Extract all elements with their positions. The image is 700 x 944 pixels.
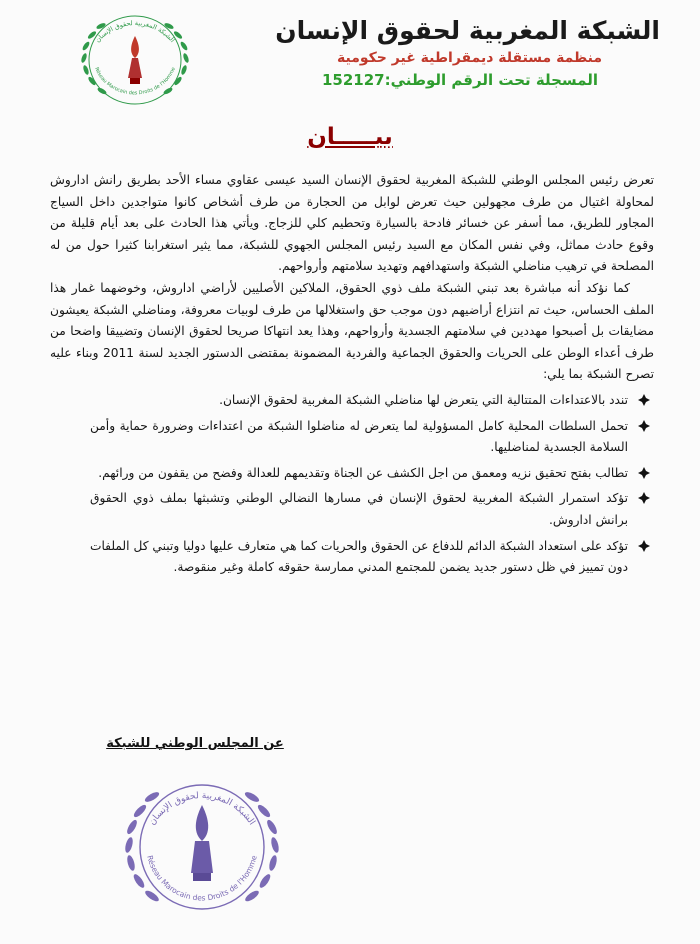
list-item xyxy=(50,488,654,531)
diamond-bullet-icon xyxy=(638,394,650,406)
statement-body xyxy=(50,170,654,583)
svg-text:الشبكة المغربية لحقوق الإنسان: الشبكة المغربية لحقوق الإنسان xyxy=(93,19,177,44)
document-title-wrapper xyxy=(0,124,700,150)
organization-tagline: منظمة مستقلة ديمقراطية غير حكومية xyxy=(337,50,602,66)
svg-text:Réseau Marocain des Droits de: Réseau Marocain des Droits de l'Homme xyxy=(145,854,259,903)
point-text: تؤكد على استعداد الشبكة الدائم للدفاع عن الحقوق والحريات كما هي متعارف عليها دوليا وتبني كل الملفات دون تمييز في ظل دستور جديد يضمن للمجتمع المدني ممارسة حقوقه كاملة وغير منقوصة. xyxy=(90,538,628,575)
diamond-bullet-icon xyxy=(638,420,650,432)
declaration-points xyxy=(50,390,654,579)
list-item xyxy=(50,536,654,579)
diamond-bullet-icon xyxy=(638,540,650,552)
list-item xyxy=(50,416,654,459)
logo-stamp-emblem xyxy=(97,755,307,935)
diamond-bullet-icon xyxy=(638,467,650,479)
logo-top-emblem xyxy=(62,8,208,108)
signature-line xyxy=(95,732,295,751)
paragraph-1: تعرض رئيس المجلس الوطني للشبكة المغربية لحقوق الإنسان السيد عيسى عقاوي مساء الأحد بطريق رانش اداروش لمحاولة اغتيال من طرف مجهولين حيث تعرض لوابل من الحجارة من طرف أشخاص كانوا متواجدين داخل السياج المجاور للطريق، مما أسفر عن خسائر فادحة بالسيارة وتحطيم كلي للزجاج. ويأتي هذا الحادث على بعد أيام قليلة من وقوع حادث مماثل، وفي نفس المكان مع السيد رئيس المجلس الجهوي للشبكة، مما يثير استغرابنا كثيرا حول من له المصلحة في ترهيب مناضلي الشبكة واستهدافهم وتهديد سلامتهم وأرواحهم. xyxy=(50,173,654,274)
signature-text: عن المجلس الوطني للشبكة xyxy=(106,736,284,751)
svg-text:Réseau Marocain des Droits de: Réseau Marocain des Droits de l'Homme xyxy=(93,66,177,97)
list-item xyxy=(50,390,654,412)
point-text: تندد بالاعتداءات المتتالية التي يتعرض لها مناضلي الشبكة المغربية لحقوق الإنسان. xyxy=(219,392,628,407)
document-title: بيـــــان xyxy=(307,124,393,150)
point-text: تحمل السلطات المحلية كامل المسؤولية لما يتعرض له مناضلوا الشبكة من اعتداءات وضرورة حماية وأمن السلامة الجسدية لمناضليها. xyxy=(90,418,628,455)
organization-name: الشبكة المغربية لحقوق الإنسان xyxy=(275,16,660,45)
diamond-bullet-icon xyxy=(638,492,650,504)
registration-number: المسجلة تحت الرقم الوطني:152127 xyxy=(321,71,598,89)
list-item xyxy=(50,463,654,485)
paragraph-2: كما نؤكد أنه مباشرة بعد تبني الشبكة ملف ذوي الحقوق، الملاكين الأصليين لأراضي اداروش، وخوضهما غمار هذا الملف الحساس، حيث تم انتزاع أراضيهم دون موجب حق واستغلالها من طرف لوبيات معروفة، ومناضلي الشبكة يعيشون مضايقات بل أصبحوا مهددين في سلامتهم الجسدية وأرواحهم، وهذا يعد انتهاكا صريحا لحقوق الإنسان وتضييقا واضحا من طرف أعداء الوطن على الحريات والحقوق الجماعية والفردية المضمونة بمقتضى الدستور الجديد لسنة 2011 وبناء عليه تصرح الشبكة بما يلي: xyxy=(50,280,654,382)
svg-text:الشبكة المغربية لحقوق الإنسان: الشبكة المغربية لحقوق الإنسان xyxy=(147,791,257,828)
letterhead xyxy=(220,14,660,92)
point-text: تؤكد استمرار الشبكة المغربية لحقوق الإنسان في مسارها النضالي الوطني وتشبثها بملف ذوي الحقوق برانش اداروش. xyxy=(90,491,628,527)
point-text: تطالب بفتح تحقيق نزيه ومعمق من اجل الكشف عن الجناة وتقديمهم للعدالة وفضح من يقفون من ورائهم. xyxy=(98,465,628,480)
